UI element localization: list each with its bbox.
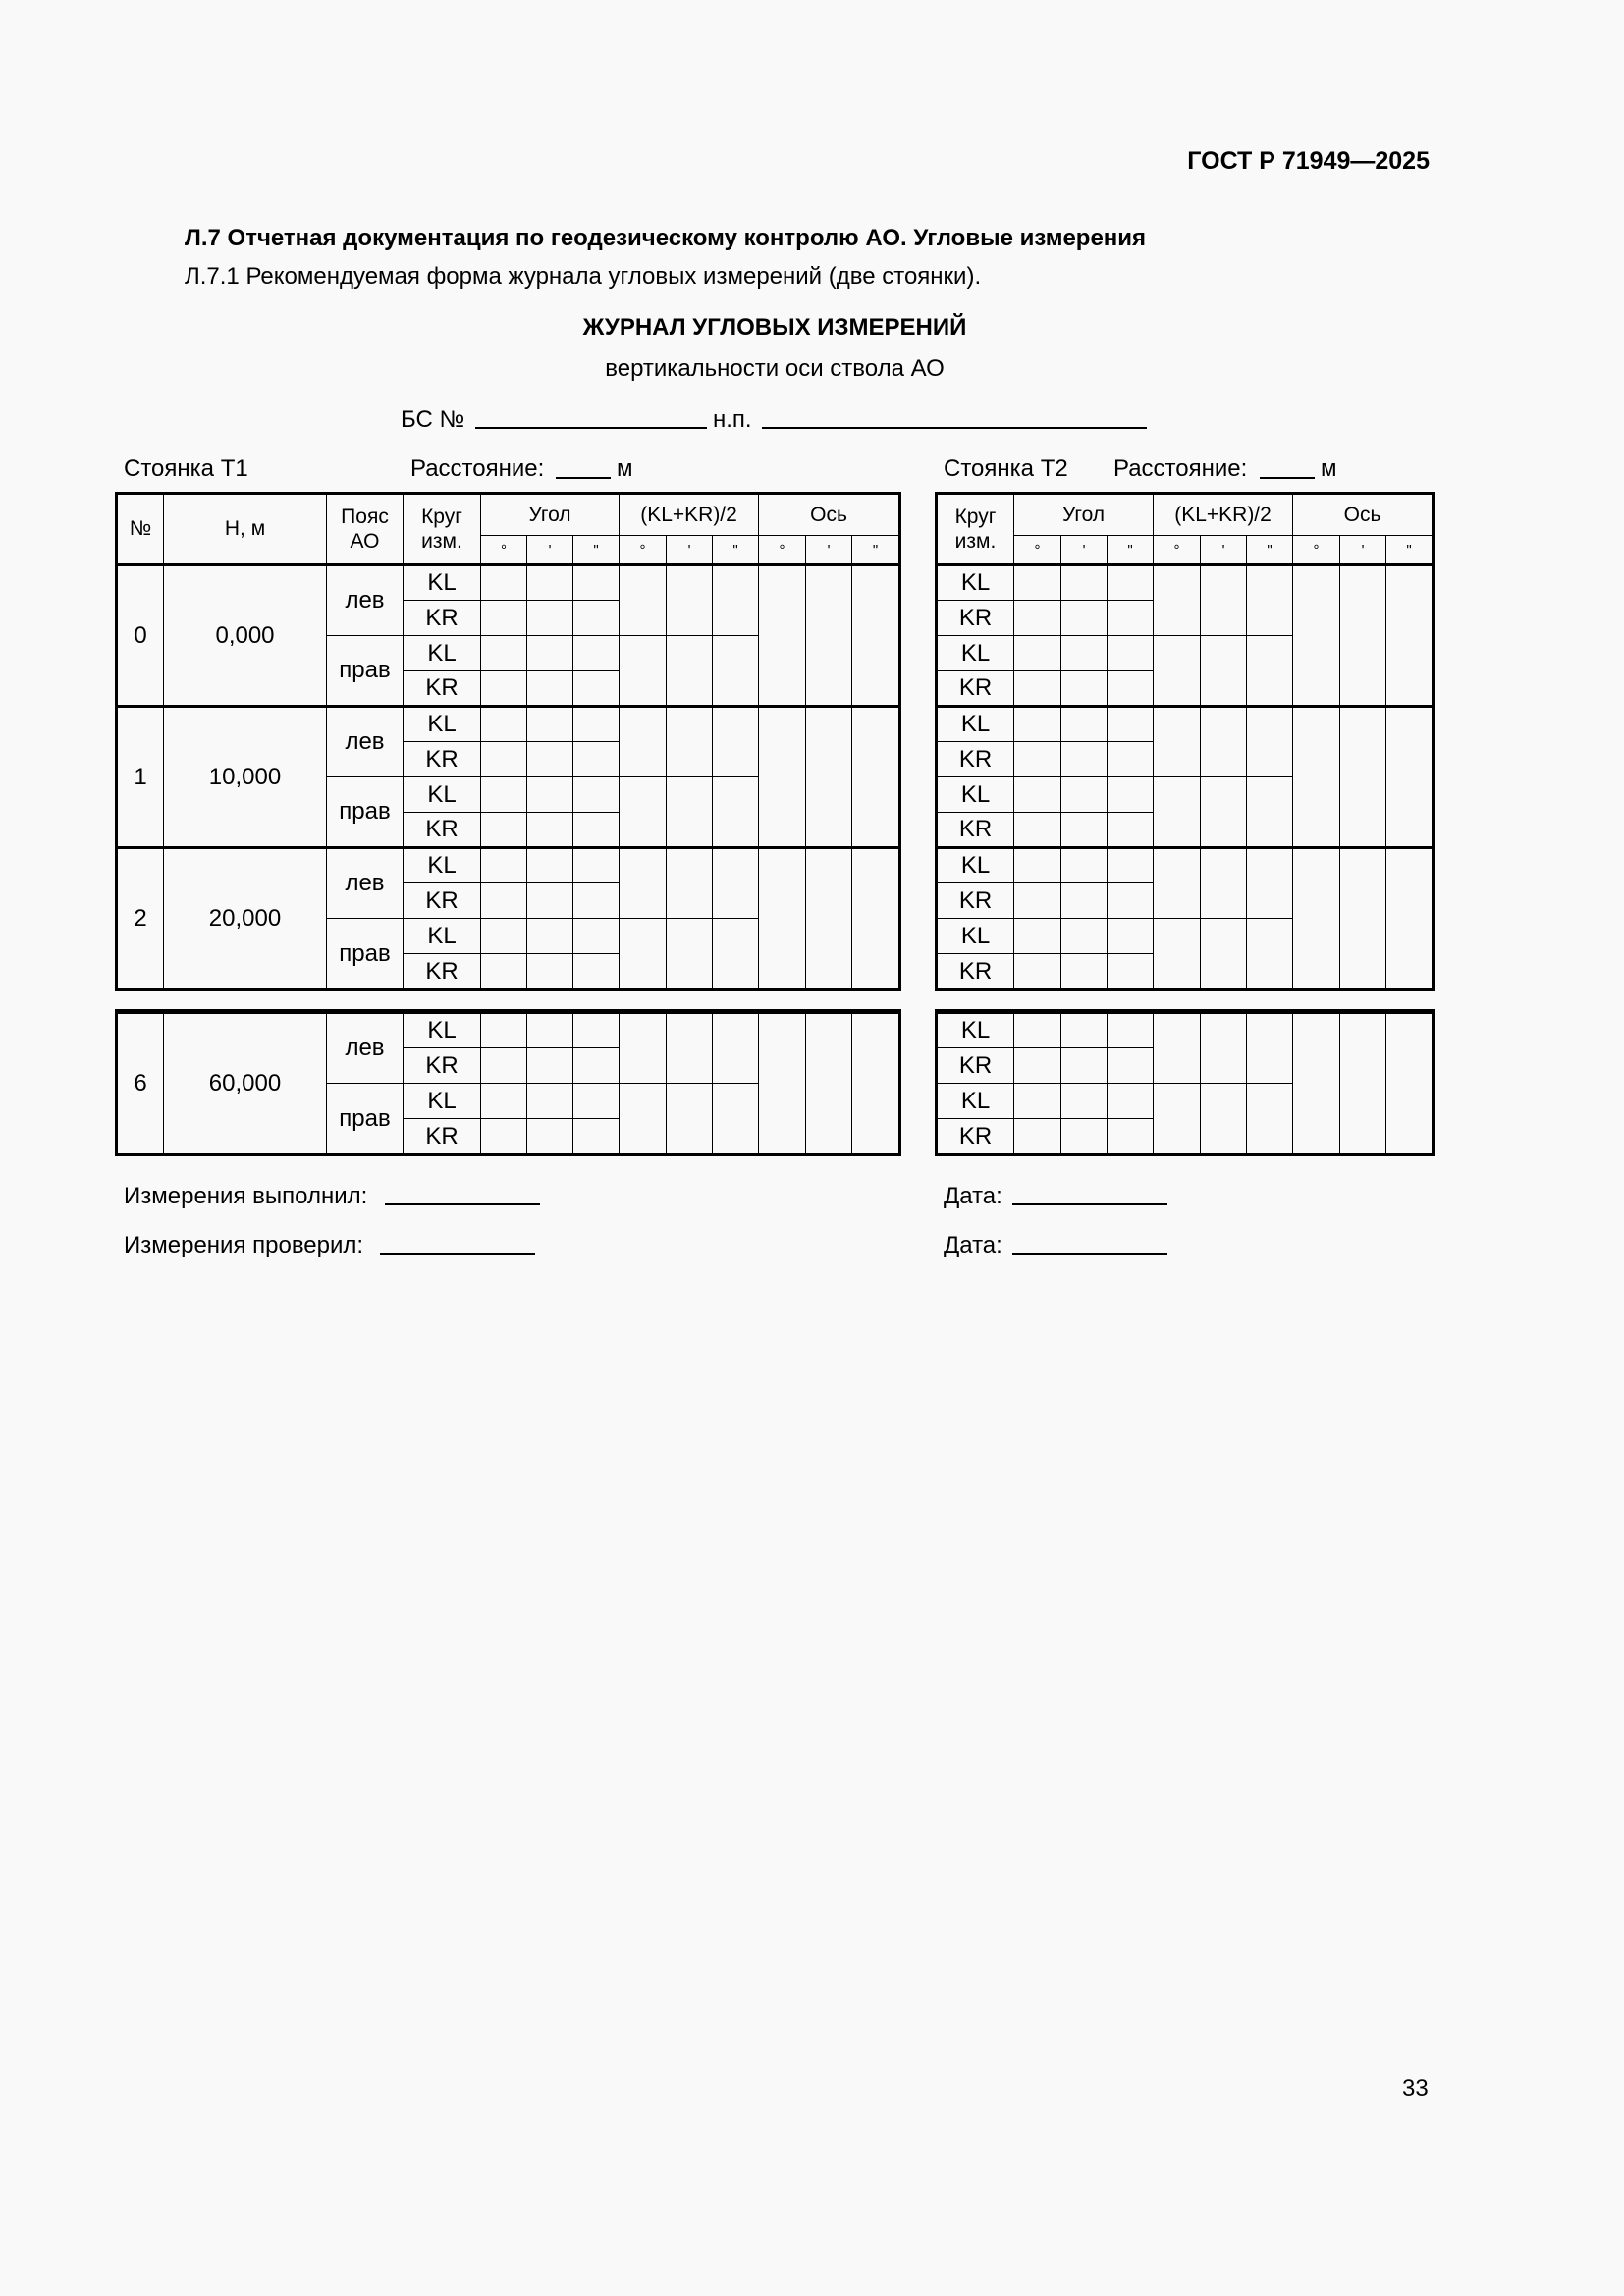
mean-cell[interactable] <box>713 1013 759 1084</box>
table-row <box>118 707 899 742</box>
angle-cell[interactable] <box>1061 671 1108 707</box>
unit-header: ° <box>1014 536 1061 565</box>
mean-cell[interactable] <box>667 707 713 777</box>
angle-cell[interactable] <box>573 813 620 848</box>
bs-number-field[interactable] <box>475 427 707 429</box>
mean-cell[interactable] <box>667 565 713 636</box>
belt-side: лев <box>327 1013 404 1084</box>
angle-cell[interactable] <box>1014 707 1061 742</box>
angle-cell[interactable] <box>1014 1119 1061 1154</box>
document-number: ГОСТ Р 71949—2025 <box>1187 147 1430 175</box>
axis-cell[interactable] <box>1340 707 1386 848</box>
mean-cell[interactable] <box>1247 919 1293 989</box>
col-header-circle <box>938 495 1014 565</box>
mean-cell[interactable] <box>620 919 667 989</box>
mean-cell[interactable] <box>1247 636 1293 707</box>
mean-cell[interactable] <box>1247 565 1293 636</box>
angle-cell[interactable] <box>481 565 527 601</box>
mean-cell[interactable] <box>620 848 667 919</box>
circle-position: KL <box>404 919 481 954</box>
angle-cell[interactable] <box>481 777 527 813</box>
angle-cell[interactable] <box>481 813 527 848</box>
angle-cell[interactable] <box>527 777 573 813</box>
mean-cell[interactable] <box>1201 919 1247 989</box>
mean-cell[interactable] <box>667 848 713 919</box>
angle-cell[interactable] <box>1061 1048 1108 1084</box>
col-header-belt <box>327 495 404 565</box>
angle-cell[interactable] <box>527 1013 573 1048</box>
belt-side: лев <box>327 707 404 777</box>
axis-cell[interactable] <box>806 1013 852 1154</box>
axis-cell[interactable] <box>852 707 899 848</box>
angle-cell[interactable] <box>527 1119 573 1154</box>
date-label-2: Дата: <box>944 1232 1002 1258</box>
col-header-mean: (KL+KR)/2 <box>620 495 759 536</box>
angle-cell[interactable] <box>481 671 527 707</box>
date-field-2[interactable] <box>1012 1253 1167 1255</box>
unit-header: ' <box>1201 536 1247 565</box>
date-label-1: Дата: <box>944 1183 1002 1209</box>
angle-cell[interactable] <box>1014 777 1061 813</box>
mean-cell[interactable] <box>713 848 759 919</box>
angle-cell[interactable] <box>1014 848 1061 883</box>
col-header-axis: Ось <box>1293 495 1433 536</box>
mean-cell[interactable] <box>620 565 667 636</box>
circle-position: KR <box>938 601 1014 636</box>
axis-cell[interactable] <box>1386 565 1433 707</box>
circle-position: KR <box>938 742 1014 777</box>
angle-cell[interactable] <box>573 707 620 742</box>
circle-position: KR <box>938 813 1014 848</box>
axis-cell[interactable] <box>1293 1013 1340 1154</box>
angle-cell[interactable] <box>573 919 620 954</box>
unit-header: " <box>852 536 899 565</box>
table-row <box>118 1013 899 1048</box>
unit-header: " <box>1247 536 1293 565</box>
circle-position: KL <box>404 1013 481 1048</box>
mean-cell[interactable] <box>713 636 759 707</box>
col-header-axis: Ось <box>759 495 899 536</box>
circle-position: KL <box>938 707 1014 742</box>
col-header-circle <box>404 495 481 565</box>
angle-cell[interactable] <box>1014 919 1061 954</box>
axis-cell[interactable] <box>1340 848 1386 989</box>
station-t2-unit: м <box>1321 455 1337 482</box>
angle-cell[interactable] <box>481 848 527 883</box>
station-t1-distance-field[interactable] <box>556 477 611 479</box>
circle-position: KR <box>404 742 481 777</box>
col-header-belt-line1: Пояс <box>341 505 389 528</box>
mean-cell[interactable] <box>1247 777 1293 848</box>
unit-header: ' <box>806 536 852 565</box>
col-header-circle-line1: Круг <box>421 505 462 528</box>
mean-cell[interactable] <box>1154 777 1201 848</box>
mean-cell[interactable] <box>1154 565 1201 636</box>
table-row <box>938 565 1433 601</box>
mean-cell[interactable] <box>1201 1084 1247 1154</box>
angle-cell[interactable] <box>1108 601 1154 636</box>
angle-cell[interactable] <box>481 919 527 954</box>
mean-cell[interactable] <box>667 1013 713 1084</box>
angle-cell[interactable] <box>527 601 573 636</box>
angle-cell[interactable] <box>527 813 573 848</box>
mean-cell[interactable] <box>713 777 759 848</box>
angle-cell[interactable] <box>1014 636 1061 671</box>
col-header-belt-line2: АО <box>350 530 380 553</box>
unit-header: ' <box>1340 536 1386 565</box>
axis-cell[interactable] <box>1293 707 1340 848</box>
angle-cell[interactable] <box>527 671 573 707</box>
angle-cell[interactable] <box>1014 565 1061 601</box>
mean-cell[interactable] <box>713 1084 759 1154</box>
circle-position: KR <box>404 671 481 707</box>
belt-side: прав <box>327 919 404 989</box>
station-t2-label: Стоянка Т2 <box>944 455 1068 482</box>
angle-cell[interactable] <box>1108 777 1154 813</box>
angle-cell[interactable] <box>573 565 620 601</box>
angle-cell[interactable] <box>1061 707 1108 742</box>
circle-position: KR <box>404 883 481 919</box>
mean-cell[interactable] <box>1201 777 1247 848</box>
station-t2-distance-label: Расстояние: <box>1113 455 1248 482</box>
axis-cell[interactable] <box>759 848 806 989</box>
unit-header: ° <box>759 536 806 565</box>
table-row <box>938 848 1433 883</box>
mean-cell[interactable] <box>620 636 667 707</box>
station-t1-table-last <box>117 1011 899 1154</box>
axis-cell[interactable] <box>759 1013 806 1154</box>
axis-cell[interactable] <box>759 565 806 707</box>
row-number: 1 <box>118 707 164 848</box>
col-header-no: № <box>118 495 164 565</box>
angle-cell[interactable] <box>1061 1084 1108 1119</box>
mean-cell[interactable] <box>1247 1084 1293 1154</box>
unit-header: ° <box>481 536 527 565</box>
row-height: 10,000 <box>164 707 327 848</box>
angle-cell[interactable] <box>573 848 620 883</box>
angle-cell[interactable] <box>527 742 573 777</box>
station-t2-distance-field[interactable] <box>1260 477 1315 479</box>
circle-position: KL <box>938 1084 1014 1119</box>
section-subtitle: Л.7.1 Рекомендуемая форма журнала угловых измерений (две стоянки). <box>185 263 982 290</box>
angle-cell[interactable] <box>1061 813 1108 848</box>
mean-cell[interactable] <box>667 777 713 848</box>
col-header-angle: Угол <box>1014 495 1154 536</box>
angle-cell[interactable] <box>1061 883 1108 919</box>
mean-cell[interactable] <box>620 777 667 848</box>
section-title: Л.7 Отчетная документация по геодезическому контролю АО. Угловые измерения <box>185 225 1147 251</box>
mean-cell[interactable] <box>667 919 713 989</box>
axis-cell[interactable] <box>852 565 899 707</box>
unit-header: ' <box>667 536 713 565</box>
col-header-mean: (KL+KR)/2 <box>1154 495 1293 536</box>
axis-cell[interactable] <box>1293 565 1340 707</box>
performed-label: Измерения выполнил: <box>124 1183 368 1209</box>
angle-cell[interactable] <box>481 1084 527 1119</box>
angle-cell[interactable] <box>1061 565 1108 601</box>
angle-cell[interactable] <box>1108 565 1154 601</box>
axis-cell[interactable] <box>1386 707 1433 848</box>
angle-cell[interactable] <box>527 919 573 954</box>
angle-cell[interactable] <box>527 848 573 883</box>
row-number: 2 <box>118 848 164 989</box>
circle-position: KR <box>938 954 1014 989</box>
col-header-angle: Угол <box>481 495 620 536</box>
angle-cell[interactable] <box>527 636 573 671</box>
table-row <box>938 707 1433 742</box>
journal-subtitle: вертикальности оси ствола АО <box>605 355 945 382</box>
angle-cell[interactable] <box>1108 1048 1154 1084</box>
belt-side: прав <box>327 1084 404 1154</box>
angle-cell[interactable] <box>1014 954 1061 989</box>
angle-cell[interactable] <box>1108 813 1154 848</box>
circle-position: KL <box>404 707 481 742</box>
axis-cell[interactable] <box>1340 565 1386 707</box>
np-label: н.п. <box>713 406 752 433</box>
mean-cell[interactable] <box>620 707 667 777</box>
station-t1-distance-label: Расстояние: <box>410 455 545 482</box>
angle-cell[interactable] <box>573 1048 620 1084</box>
circle-position: KR <box>404 1048 481 1084</box>
axis-cell[interactable] <box>1386 1013 1433 1154</box>
mean-cell[interactable] <box>1201 848 1247 919</box>
unit-header: " <box>1108 536 1154 565</box>
angle-cell[interactable] <box>1108 1013 1154 1048</box>
angle-cell[interactable] <box>481 1048 527 1084</box>
angle-cell[interactable] <box>573 1084 620 1119</box>
angle-cell[interactable] <box>573 883 620 919</box>
station-t2-table-last <box>937 1011 1433 1154</box>
circle-position: KL <box>938 1013 1014 1048</box>
row-height: 0,000 <box>164 565 327 707</box>
angle-cell[interactable] <box>573 954 620 989</box>
station-t2-table <box>937 494 1433 989</box>
angle-cell[interactable] <box>481 954 527 989</box>
circle-position: KR <box>938 883 1014 919</box>
circle-position: KL <box>938 919 1014 954</box>
angle-cell[interactable] <box>1014 601 1061 636</box>
angle-cell[interactable] <box>527 707 573 742</box>
circle-position: KL <box>938 777 1014 813</box>
row-height: 20,000 <box>164 848 327 989</box>
journal-title: ЖУРНАЛ УГЛОВЫХ ИЗМЕРЕНИЙ <box>582 314 967 341</box>
circle-position: KR <box>938 1119 1014 1154</box>
unit-header: ° <box>620 536 667 565</box>
mean-cell[interactable] <box>620 1084 667 1154</box>
unit-header: " <box>713 536 759 565</box>
axis-cell[interactable] <box>806 848 852 989</box>
angle-cell[interactable] <box>1061 954 1108 989</box>
mean-cell[interactable] <box>1201 707 1247 777</box>
mean-cell[interactable] <box>1154 848 1201 919</box>
angle-cell[interactable] <box>527 1048 573 1084</box>
unit-header: ° <box>1293 536 1340 565</box>
table-row <box>118 848 899 883</box>
unit-header: ° <box>1154 536 1201 565</box>
unit-header: " <box>573 536 620 565</box>
axis-cell[interactable] <box>806 565 852 707</box>
circle-position: KL <box>938 636 1014 671</box>
mean-cell[interactable] <box>1154 707 1201 777</box>
angle-cell[interactable] <box>573 1013 620 1048</box>
angle-cell[interactable] <box>481 1119 527 1154</box>
circle-position: KR <box>404 1119 481 1154</box>
unit-header: " <box>1386 536 1433 565</box>
circle-position: KL <box>404 777 481 813</box>
angle-cell[interactable] <box>1061 777 1108 813</box>
belt-side: прав <box>327 636 404 707</box>
unit-header: ' <box>527 536 573 565</box>
angle-cell[interactable] <box>481 707 527 742</box>
angle-cell[interactable] <box>527 565 573 601</box>
angle-cell[interactable] <box>527 954 573 989</box>
axis-cell[interactable] <box>1386 848 1433 989</box>
mean-cell[interactable] <box>1154 1013 1201 1084</box>
angle-cell[interactable] <box>1061 848 1108 883</box>
circle-position: KL <box>404 1084 481 1119</box>
angle-cell[interactable] <box>481 636 527 671</box>
angle-cell[interactable] <box>1108 919 1154 954</box>
mean-cell[interactable] <box>713 919 759 989</box>
angle-cell[interactable] <box>527 1084 573 1119</box>
angle-cell[interactable] <box>1061 742 1108 777</box>
circle-position: KL <box>938 848 1014 883</box>
angle-cell[interactable] <box>481 883 527 919</box>
axis-cell[interactable] <box>806 707 852 848</box>
mean-cell[interactable] <box>1154 1084 1201 1154</box>
angle-cell[interactable] <box>1108 671 1154 707</box>
row-number: 0 <box>118 565 164 707</box>
angle-cell[interactable] <box>1108 707 1154 742</box>
unit-header: ' <box>1061 536 1108 565</box>
mean-cell[interactable] <box>1247 707 1293 777</box>
performed-field[interactable] <box>385 1203 540 1205</box>
station-t1-label: Стоянка Т1 <box>124 455 248 482</box>
station-t1-unit: м <box>617 455 633 482</box>
mean-cell[interactable] <box>1154 919 1201 989</box>
angle-cell[interactable] <box>481 1013 527 1048</box>
mean-cell[interactable] <box>667 636 713 707</box>
angle-cell[interactable] <box>481 601 527 636</box>
row-number: 6 <box>118 1013 164 1154</box>
col-header-h: Н, м <box>164 495 327 565</box>
circle-position: KR <box>404 601 481 636</box>
angle-cell[interactable] <box>1061 636 1108 671</box>
angle-cell[interactable] <box>1061 1119 1108 1154</box>
angle-cell[interactable] <box>1108 742 1154 777</box>
np-field[interactable] <box>762 427 1147 429</box>
circle-position: KL <box>404 565 481 601</box>
angle-cell[interactable] <box>1061 919 1108 954</box>
angle-cell[interactable] <box>573 742 620 777</box>
angle-cell[interactable] <box>573 601 620 636</box>
angle-cell[interactable] <box>527 883 573 919</box>
circle-position: KL <box>404 636 481 671</box>
col-header-circle-line1: Круг <box>954 505 997 528</box>
mean-cell[interactable] <box>667 1084 713 1154</box>
mean-cell[interactable] <box>713 565 759 636</box>
circle-position: KR <box>404 813 481 848</box>
axis-cell[interactable] <box>759 707 806 848</box>
angle-cell[interactable] <box>1108 954 1154 989</box>
mean-cell[interactable] <box>713 707 759 777</box>
angle-cell[interactable] <box>1014 1048 1061 1084</box>
angle-cell[interactable] <box>573 1119 620 1154</box>
page-number: 33 <box>1402 2075 1429 2102</box>
angle-cell[interactable] <box>1014 883 1061 919</box>
col-header-circle-line2: изм. <box>954 530 997 553</box>
angle-cell[interactable] <box>1108 636 1154 671</box>
mean-cell[interactable] <box>1201 1013 1247 1084</box>
row-height: 60,000 <box>164 1013 327 1154</box>
circle-position: KL <box>404 848 481 883</box>
belt-side: лев <box>327 565 404 636</box>
angle-cell[interactable] <box>481 742 527 777</box>
circle-position: KR <box>938 671 1014 707</box>
table-row <box>938 1013 1433 1048</box>
mean-cell[interactable] <box>1201 636 1247 707</box>
date-field-1[interactable] <box>1012 1203 1167 1205</box>
angle-cell[interactable] <box>1014 671 1061 707</box>
mean-cell[interactable] <box>1154 636 1201 707</box>
belt-side: прав <box>327 777 404 848</box>
angle-cell[interactable] <box>573 671 620 707</box>
checked-label: Измерения проверил: <box>124 1232 364 1258</box>
belt-side: лев <box>327 848 404 919</box>
circle-position: KR <box>404 954 481 989</box>
checked-field[interactable] <box>380 1253 535 1255</box>
axis-cell[interactable] <box>1293 848 1340 989</box>
angle-cell[interactable] <box>1108 883 1154 919</box>
mean-cell[interactable] <box>1201 565 1247 636</box>
axis-cell[interactable] <box>852 848 899 989</box>
angle-cell[interactable] <box>573 636 620 671</box>
angle-cell[interactable] <box>1061 601 1108 636</box>
axis-cell[interactable] <box>852 1013 899 1154</box>
angle-cell[interactable] <box>573 777 620 813</box>
mean-cell[interactable] <box>1247 1013 1293 1084</box>
angle-cell[interactable] <box>1108 848 1154 883</box>
axis-cell[interactable] <box>1340 1013 1386 1154</box>
bs-label: БС № <box>401 406 465 433</box>
table-row <box>118 565 899 601</box>
angle-cell[interactable] <box>1014 813 1061 848</box>
angle-cell[interactable] <box>1014 742 1061 777</box>
angle-cell[interactable] <box>1108 1084 1154 1119</box>
angle-cell[interactable] <box>1061 1013 1108 1048</box>
angle-cell[interactable] <box>1108 1119 1154 1154</box>
station-t1-table <box>117 494 899 989</box>
mean-cell[interactable] <box>1247 848 1293 919</box>
circle-position: KL <box>938 565 1014 601</box>
mean-cell[interactable] <box>620 1013 667 1084</box>
circle-position: KR <box>938 1048 1014 1084</box>
angle-cell[interactable] <box>1014 1084 1061 1119</box>
col-header-circle-line2: изм. <box>421 530 462 553</box>
angle-cell[interactable] <box>1014 1013 1061 1048</box>
